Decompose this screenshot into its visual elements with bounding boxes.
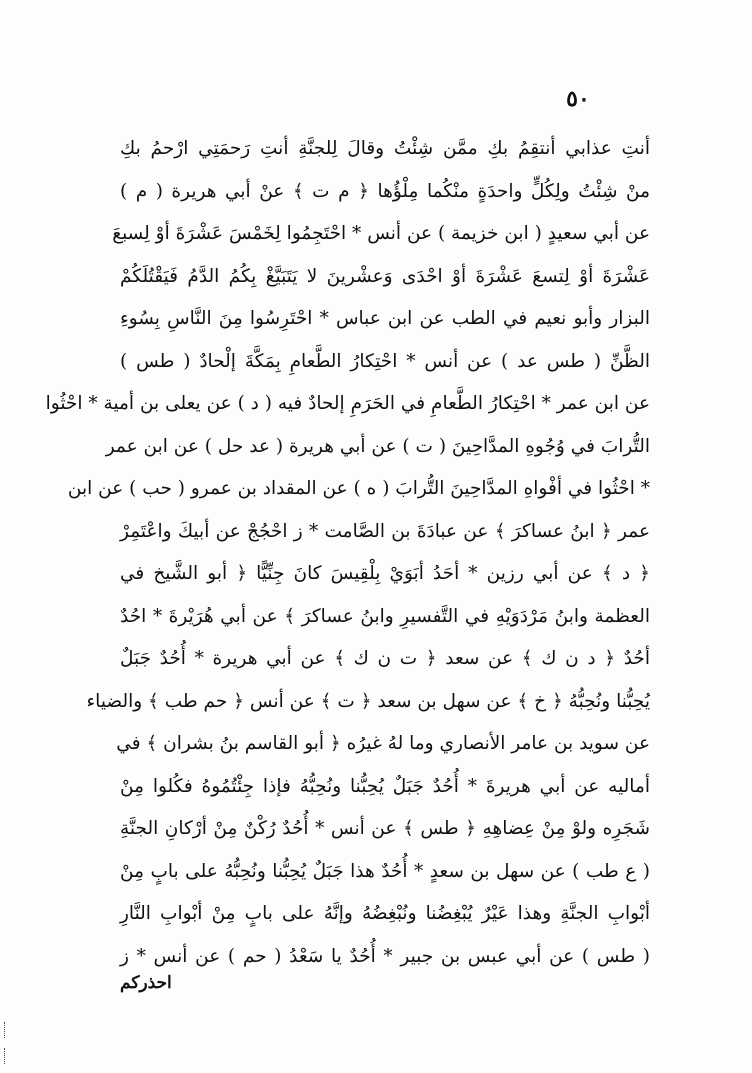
- text-line: أحُدٌ ﴿ د ن ك ﴾ عن سعد ﴿ ت ن ك ﴾ عن أبي هريرة * أُحُدٌ جَبَلٌ: [120, 648, 650, 669]
- text-line: شَجَرِه ولوْ مِنْ عِضاهِهِ ﴿ طس ﴾ عن أنس * أُحُدٌ رُكْنٌ مِنْ أرْكانِ الجنَّةِ: [120, 818, 650, 839]
- catchword: احذركم: [120, 973, 172, 993]
- text-line: عن ابن عمر * احْتِكارُ الطَّعامِ في الحَرَمِ إلحادٌ فيه ( د ) عن يعلى بن أمية * احْثُوا: [45, 393, 650, 414]
- text-line: الظَّنِّ ( طس عد ) عن أنس * احْتِكارُ الطَّعامِ بِمَكَّةَ إلْحادٌ ( طس ): [120, 350, 650, 372]
- text-body: [45, 128, 650, 978]
- text-line: عن أبي سعيدٍ ( ابن خزيمة ) عن أنس * احْتَجِمُوا لِخَمْسَ عَشْرَةَ أوْ لِسبعَ: [112, 223, 650, 244]
- text-line: ( ع طب ) عن سهل بن سعدٍ * أُحُدٌ هذا جَبَلٌ يُحِبُّنا ونُحِبُّهُ على بابٍ مِنْ: [120, 860, 650, 882]
- text-line: منْ شِئْتُ ولِكُلٍّ واحدَةٍ منْكُما مِلْؤُها ﴿ م ت ﴾ عنْ أبي هريرة ( م ): [120, 180, 650, 202]
- text-line: أماليه عن أبي هريرةَ * أُحُدٌ جَبَلٌ يُحِبُّنا ونُحِبُّهُ فإذا جِئْتُمُوهُ فكُلوا مِنْ: [120, 775, 650, 797]
- text-line: أنتِ عذابي أنتقِمُ بكِ ممَّن شِئْتُ وقالَ لِلجنَّةِ أنتِ رَحمَتِي ارْحمُ بكِ: [120, 138, 650, 159]
- text-line: عمر ﴿ ابنُ عساكرَ ﴾ عن عبادَةَ بن الصَّامت * ز احْجُجْ عن أبيكَ واعْتَمِرْ: [120, 520, 650, 542]
- text-line: التُّرابَ في وُجُوهِ المدَّاحِينَ ( ت ) عن أبي هريرة ( عد حل ) عن ابن عمر: [105, 435, 650, 457]
- text-line: يُحِبُّنا ونُحِبُّهُ ﴿ خ ﴾ عن سهل بن سعد ﴿ ت ﴾ عن أنس ﴿ حم طب ﴾ والضياء: [86, 690, 650, 712]
- text-line: العظمة وابنُ مَرْدَوَيْهِ في التَّفسيرِ وابنُ عساكرَ ﴾ عن أبي هُرَيْرةَ * احُدٌ: [120, 605, 650, 627]
- scan-margin-mark: [4, 1048, 11, 1064]
- scan-margin-mark: [4, 1022, 11, 1038]
- text-line: * احْثُوا في أفْواهِ المدَّاحِينَ التُّرابَ ( ه ) عن المقداد بن عمرو ( حب ) عن ابن: [67, 478, 650, 499]
- text-line: ( طس ) عن أبي عبس بن جبير * أُحُدٌ يا سَعْدُ ( حم ) عن أنس * ز: [120, 945, 650, 967]
- text-line: عن سويد بن عامر الأنصاري وما لهُ غيرُه ﴿ أبو القاسم بنُ بشران ﴾ في: [116, 733, 650, 754]
- text-line: ﴿ د ﴾ عن أبي رزين * أحَدُ أبَوَيْ بِلْقِيسَ كانَ جِنِّيًّا ﴿ أبو الشَّيخ في: [120, 563, 650, 584]
- page-number: ٥٠: [566, 86, 590, 112]
- text-line: أبْوابِ الجنَّةِ وهذا عَيْرٌ يُبْغِضُنا ونُبْغِضُهُ وإنَّهُ على بابٍ مِنْ أبْوابِ النَّارِ: [120, 903, 650, 924]
- text-line: البزار وأبو نعيم في الطب عن ابن عباس * احْتَرِسُوا مِنَ النَّاسِ بِسُوءِ: [120, 308, 650, 329]
- text-line: عَشْرَةَ أوْ لِتسعَ عَشْرَةَ أوْ احْدَى وَعشْرينَ لا يَتَبَيَّغْ بِكُمُ الدَّمُ فَيَقْتُلَكُمْ: [120, 265, 650, 287]
